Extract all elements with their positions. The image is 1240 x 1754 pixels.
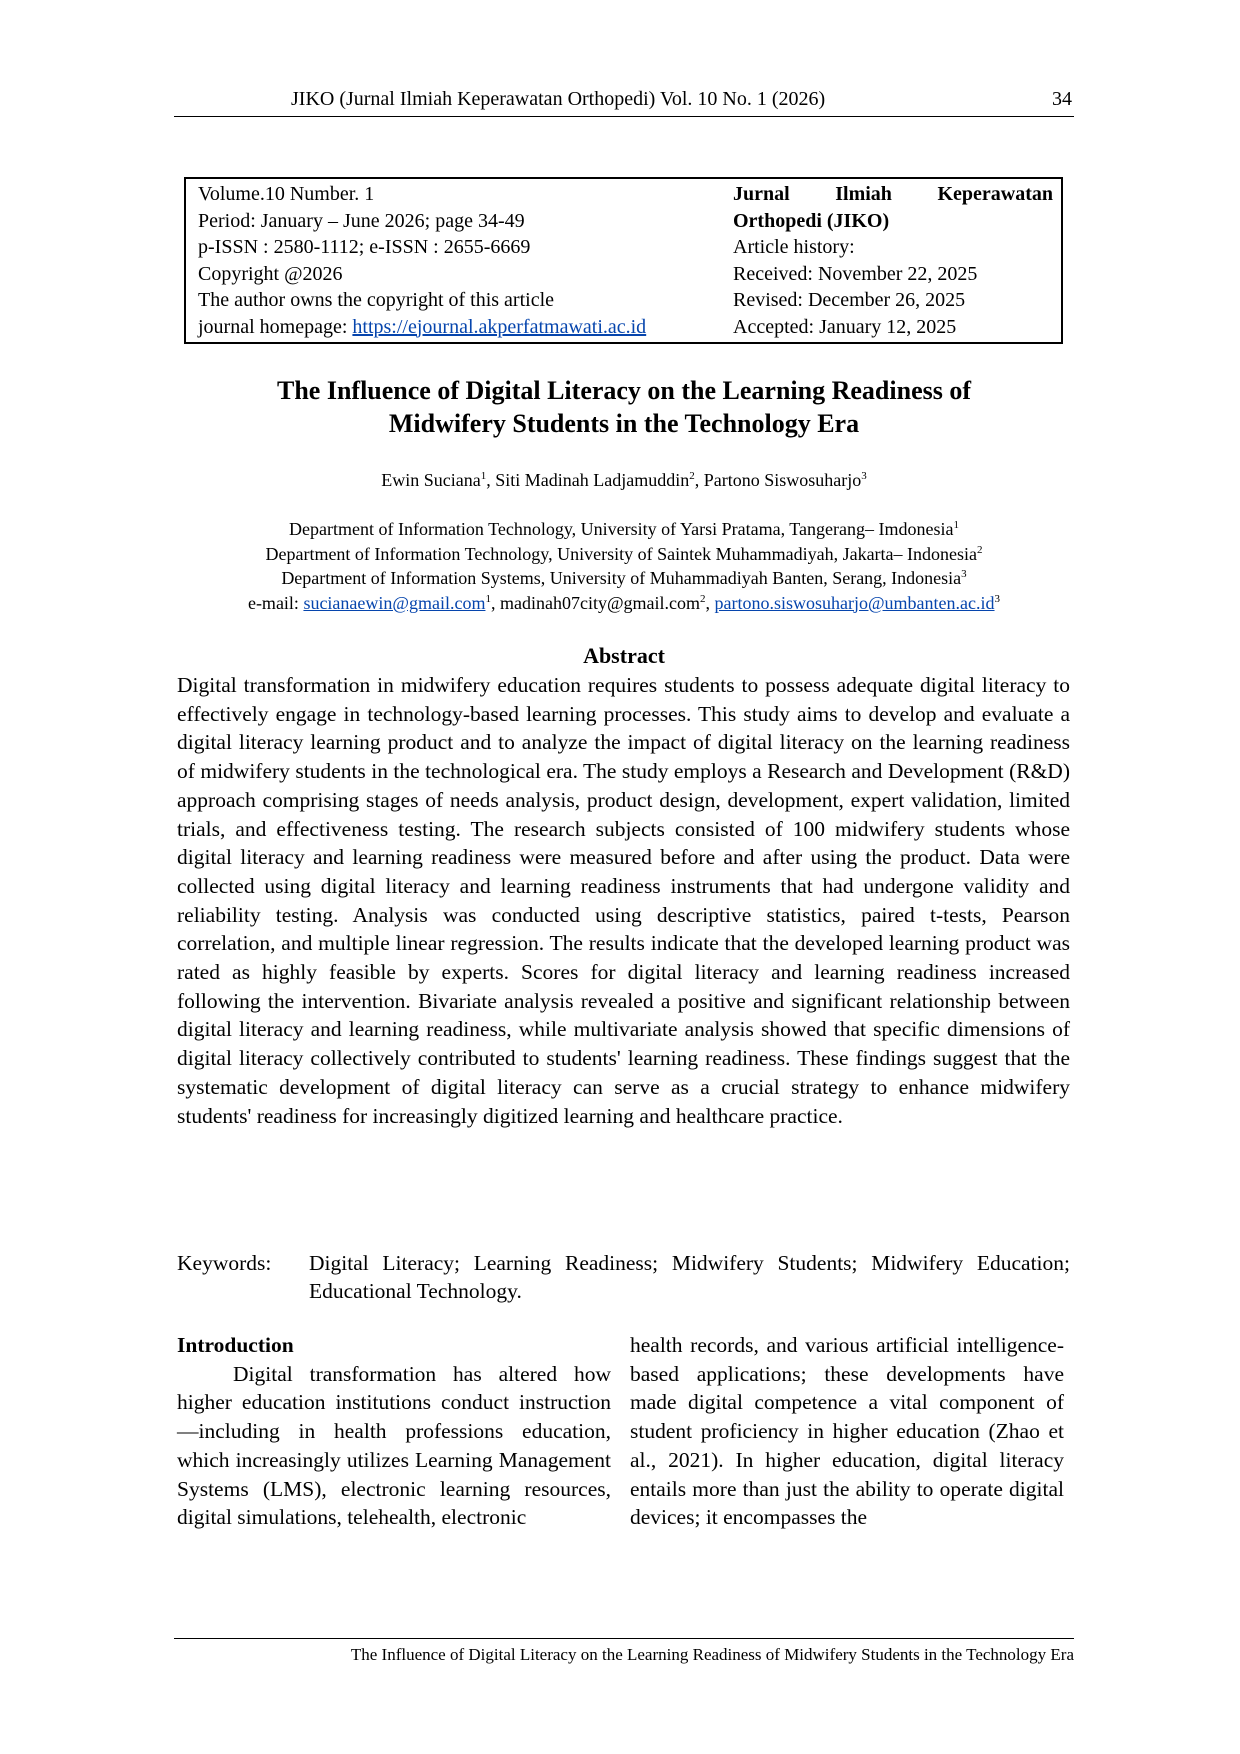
affiliation-1 (150, 517, 1098, 542)
affiliation-3-sup: 3 (961, 568, 967, 580)
affiliation-3 (150, 566, 1098, 591)
email-link-3[interactable]: partono.siswosuharjo@umbanten.ac.id (714, 592, 995, 613)
author-sep-1: , (486, 470, 496, 490)
homepage-label: journal homepage: (198, 315, 353, 338)
title-line2: Midwifery Students in the Technology Era (388, 409, 860, 438)
issn-line: p-ISSN : 2580-1112; e-ISSN : 2655-6669 (198, 236, 531, 258)
affiliation-2-text: Department of Information Technology, University of Saintek Muhammadiyah, Jakarta– Indonesia (265, 543, 978, 564)
page-number: 34 (1052, 88, 1072, 110)
running-header (174, 88, 1074, 117)
keywords-text: Digital Literacy; Learning Readiness; Midwifery Students; Midwifery Education; Educational Technology. (309, 1251, 1070, 1303)
author-2-sup: 2 (689, 470, 695, 482)
homepage-link[interactable]: https://ejournal.akperfatmawati.ac.id (352, 315, 647, 338)
header-journal-title: JIKO (Jurnal Ilmiah Keperawatan Orthopedi) Vol. 10 No. 1 (2026) (291, 88, 826, 110)
period-line: Period: January – June 2026; page 34-49 (198, 209, 525, 232)
email-2-sup: 2 (700, 592, 706, 605)
email-line (150, 591, 1098, 616)
email-3-sup: 3 (994, 592, 1001, 605)
introduction-left-column (177, 1331, 611, 1532)
article-info-box (184, 177, 1063, 344)
author-list (184, 470, 1064, 491)
author-1: Ewin Suciana (381, 470, 481, 490)
email-1-sup: 1 (485, 592, 491, 605)
running-footer: The Influence of Digital Literacy on the Learning Readiness of Midwifery Students in the Technology Era (174, 1638, 1074, 1665)
affiliation-1-text: Department of Information Technology, University of Yarsi Pratama, Tangerang– Imdonesia (289, 519, 954, 539)
affiliations (150, 517, 1098, 615)
email-sep-1: , (490, 592, 500, 613)
accepted-date: Accepted: January 12, 2025 (733, 315, 957, 338)
introduction-right-text: health records, and various artificial intelligence-based applications; these developments have made digital competence a vital component of student proficiency in higher education (Zhao et al., 2021). In higher education, digital literacy entails more than just the ability to operate digital devices; it encompasses the (630, 1333, 1064, 1530)
author-3: Partono Siswosuharjo (703, 470, 862, 490)
email-link-1[interactable]: sucianaewin@gmail.com (303, 592, 486, 613)
volume-line: Volume.10 Number. 1 (198, 183, 375, 205)
author-1-sup: 1 (480, 470, 487, 482)
author-sep-2: , (694, 470, 704, 490)
introduction-left-text: Digital transformation has altered how higher education institutions conduct instruction—including in health professions education, which increasingly utilizes Learning Management Systems (LMS), electronic learning resources, digital simulations, telehealth, electronic (177, 1361, 611, 1530)
copyright-line: Copyright @2026 (198, 262, 343, 285)
journal-name-line2: Orthopedi (JIKO) (733, 209, 890, 232)
affiliation-1-sup: 1 (953, 519, 959, 531)
abstract-heading: Abstract (583, 643, 665, 668)
journal-name-line1: Jurnal Ilmiah Keperawatan (733, 183, 1053, 205)
article-history (733, 181, 1053, 340)
homepage-line (198, 314, 723, 341)
affiliation-3-text: Department of Information Systems, University of Muhammadiyah Banten, Serang, Indonesia (281, 568, 962, 588)
author-3-sup: 3 (861, 470, 867, 482)
history-label: Article history: (733, 236, 855, 258)
publication-details (198, 181, 723, 340)
email-sep-2: , (705, 592, 715, 613)
abstract-text: Digital transformation in midwifery education requires students to possess adequate digital literacy to effectively engage in technology-based learning processes. This study aims to develop and evaluate a digital literacy learning product and to analyze the impact of digital literacy on the learning readiness of midwifery students in the technological era. The study employs a Research and Development (R&D) approach comprising stages of needs analysis, product design, development, expert validation, limited trials, and effectiveness testing. The research subjects consisted of 100 midwifery students whose digital literacy and learning readiness were measured before and after using the product. Data were collected using digital literacy and learning readiness instruments that had undergone validity and reliability testing. Analysis was conducted using descriptive statistics, paired t-tests, Pearson correlation, and multiple linear regression. The results indicate that the developed learning product was rated as highly feasible by experts. Scores for digital literacy and learning readiness increased following the intervention. Bivariate analysis revealed a positive and significant relationship between digital literacy and learning readiness, while multivariate analysis showed that specific dimensions of digital literacy collectively contributed to students' learning readiness. These findings suggest that the systematic development of digital literacy can serve as a crucial strategy to enhance midwifery students' readiness for increasingly digitized learning and healthcare practice. (177, 673, 1070, 1128)
revised-date: Revised: December 26, 2025 (733, 289, 966, 311)
affiliation-2-sup: 2 (977, 543, 983, 556)
affiliation-2 (150, 542, 1098, 567)
email-label: e-mail: (247, 592, 304, 613)
received-date: Received: November 22, 2025 (733, 262, 978, 285)
introduction-heading: Introduction (177, 1333, 294, 1357)
paper-title (184, 374, 1064, 440)
keywords-label: Keywords: (177, 1251, 272, 1275)
ownership-line: The author owns the copyright of this article (198, 289, 555, 311)
author-2: Siti Madinah Ladjamuddin (495, 470, 690, 490)
email-2: madinah07city@gmail.com (499, 592, 700, 613)
title-line1: The Influence of Digital Literacy on the Learning Readiness of (276, 376, 972, 405)
